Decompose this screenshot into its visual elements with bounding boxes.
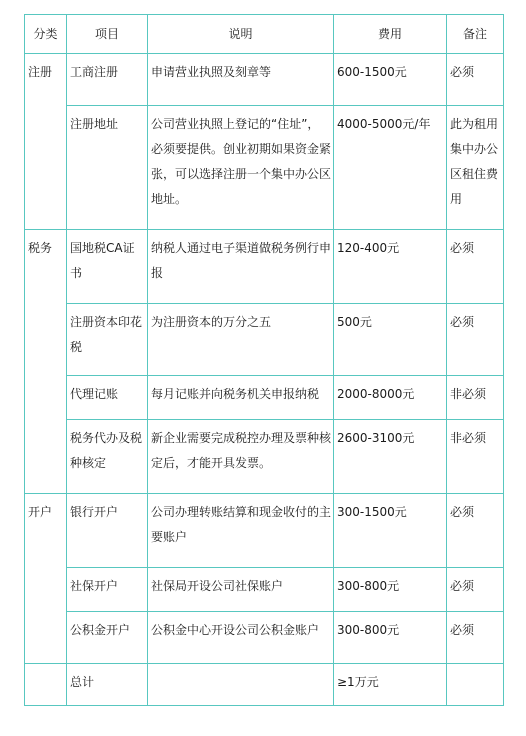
fee-cell-text: 300-800元 (337, 579, 400, 593)
description-cell-text: 申请营业执照及刻章等 (151, 65, 272, 79)
item-cell-text: 国地税CA证书 (70, 241, 135, 280)
note-cell-text: 必须 (450, 623, 475, 637)
cost-table-container (24, 14, 504, 706)
description-cell (148, 230, 334, 304)
description-cell (148, 568, 334, 612)
category-label: 税务 (28, 241, 53, 255)
description-cell-text (148, 664, 333, 670)
item-cell (67, 304, 148, 376)
fee-cell-text: 300-1500元 (337, 505, 407, 519)
fee-cell (334, 494, 447, 568)
table-row (25, 420, 504, 494)
note-cell-text: 必须 (450, 579, 475, 593)
table-row (25, 304, 504, 376)
fee-cell (334, 54, 447, 106)
fee-cell-text: 2000-8000元 (337, 387, 415, 401)
item-cell-text: 公积金开户 (70, 623, 131, 637)
item-cell-text: 注册资本印花税 (70, 315, 143, 354)
fee-cell-text: 500元 (337, 315, 372, 329)
note-cell (447, 494, 504, 568)
fee-cell (334, 568, 447, 612)
item-cell (67, 494, 148, 568)
description-cell-text: 公司办理转账结算和现金收付的主要账户 (151, 505, 332, 544)
description-cell (148, 106, 334, 230)
fee-cell-text: ≥1万元 (337, 675, 379, 689)
fee-cell-text: 4000-5000元/年 (337, 117, 431, 131)
note-cell-text: 必须 (450, 315, 475, 329)
table-row (25, 664, 504, 706)
item-cell-text: 注册地址 (70, 117, 119, 131)
table-row (25, 494, 504, 568)
category-label (25, 664, 66, 670)
note-cell (447, 420, 504, 494)
item-cell (67, 106, 148, 230)
note-cell (447, 230, 504, 304)
item-cell-text: 代理记账 (70, 387, 119, 401)
fee-cell (334, 664, 447, 706)
note-cell (447, 664, 504, 706)
description-cell-text: 新企业需要完成税控办理及票种核定后，才能开具发票。 (151, 431, 332, 470)
description-cell-text: 为注册资本的万分之五 (151, 315, 272, 329)
table-row (25, 54, 504, 106)
table-row (25, 568, 504, 612)
header-item: 项目 (67, 15, 148, 54)
item-cell (67, 230, 148, 304)
category-cell (25, 664, 67, 706)
note-cell (447, 304, 504, 376)
item-cell-text: 银行开户 (70, 505, 119, 519)
item-cell-text: 税务代办及税种核定 (70, 431, 143, 470)
fee-cell-text: 120-400元 (337, 241, 400, 255)
note-cell (447, 612, 504, 664)
note-cell (447, 376, 504, 420)
description-cell (148, 612, 334, 664)
description-cell-text: 社保局开设公司社保账户 (151, 579, 284, 593)
category-label: 注册 (28, 65, 53, 79)
category-cell (25, 494, 67, 664)
item-cell (67, 376, 148, 420)
header-description: 说明 (148, 15, 334, 54)
header-fee: 费用 (334, 15, 447, 54)
description-cell (148, 494, 334, 568)
note-cell-text: 必须 (450, 241, 475, 255)
item-cell (67, 54, 148, 106)
description-cell (148, 54, 334, 106)
fee-cell-text: 300-800元 (337, 623, 400, 637)
header-note: 备注 (447, 15, 504, 54)
item-cell-text: 社保开户 (70, 579, 119, 593)
note-cell (447, 106, 504, 230)
note-cell-text: 必须 (450, 505, 475, 519)
description-cell (148, 304, 334, 376)
table-row (25, 230, 504, 304)
item-cell (67, 664, 148, 706)
fee-cell-text: 2600-3100元 (337, 431, 415, 445)
item-cell (67, 420, 148, 494)
description-cell (148, 376, 334, 420)
fee-cell (334, 376, 447, 420)
note-cell-text: 必须 (450, 65, 475, 79)
header-row (25, 15, 504, 54)
item-cell (67, 612, 148, 664)
table-body (25, 54, 504, 706)
fee-cell (334, 230, 447, 304)
note-cell (447, 54, 504, 106)
fee-cell (334, 304, 447, 376)
fee-cell (334, 420, 447, 494)
item-cell (67, 568, 148, 612)
note-cell (447, 568, 504, 612)
description-cell (148, 664, 334, 706)
note-cell-text: 非必须 (450, 387, 487, 401)
item-cell-text: 总计 (70, 675, 95, 689)
description-cell-text: 公司营业执照上登记的“住址”，必须要提供。创业初期如果资金紧张，可以选择注册一个集中办公区地址。 (151, 117, 332, 206)
note-cell-text: 此为租用集中办公区租住费用 (450, 117, 499, 206)
table-row (25, 376, 504, 420)
fee-cell-text: 600-1500元 (337, 65, 407, 79)
fee-cell (334, 106, 447, 230)
item-cell-text: 工商注册 (70, 65, 119, 79)
description-cell-text: 公积金中心开设公司公积金账户 (151, 623, 320, 637)
cost-table (24, 14, 504, 706)
category-cell (25, 54, 67, 230)
note-cell-text: 非必须 (450, 431, 487, 445)
description-cell-text: 纳税人通过电子渠道做税务例行申报 (151, 241, 332, 280)
description-cell (148, 420, 334, 494)
note-cell-text (447, 664, 503, 670)
fee-cell (334, 612, 447, 664)
table-row (25, 106, 504, 230)
category-cell (25, 230, 67, 494)
category-label: 开户 (28, 505, 53, 519)
description-cell-text: 每月记账并向税务机关申报纳税 (151, 387, 320, 401)
table-row (25, 612, 504, 664)
header-category: 分类 (25, 15, 67, 54)
